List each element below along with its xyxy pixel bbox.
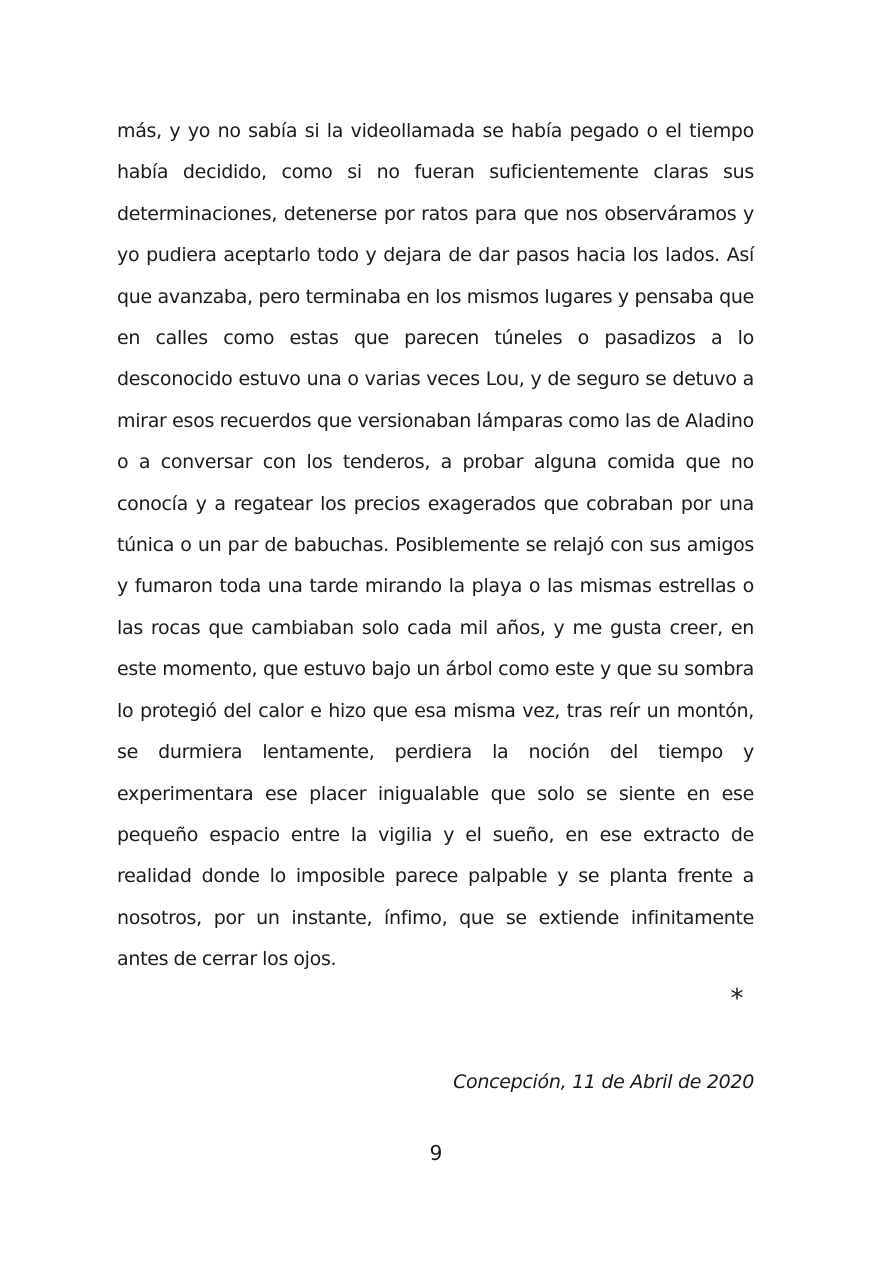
body-paragraph: más, y yo no sabía si la videollamada se había pegado o el tiempo había decidido, como si no fueran suficientemente claras sus determinaciones, detenerse por ratos para que nos observáramos y yo pudiera aceptarlo todo y dejara de dar pasos hacia los lados. Así que avanzaba, pero terminaba en los mismos lugares y pensaba que en calles como estas que parecen túneles o pasadizos a lo desconocido estuvo una o varias veces Lou, y de seguro se detuvo a mirar esos recuerdos que versionaban lámparas como las de Aladino o a conversar con los tenderos, a probar alguna comida que no conocía y a regatear los precios exagerados que cobraban por una túnica o un par de babuchas. Posiblemente se relajó con sus amigos y fumaron toda una tarde mirando la playa o las mismas estrellas o las rocas que cambiaban solo cada mil años, y me gusta creer, en este momento, que estuvo bajo un árbol como este y que su sombra lo protegió del calor e hizo que esa misma vez, tras reír un montón, se durmiera lentamente, perdiera la noción del tiempo y experimentara ese placer inigualable que solo se siente en ese pequeño espacio entre la vigilia y el sueño, en ese extracto de realidad donde lo imposible parece palpable y se planta frente a nosotros, por un instante, ínfimo, que se extiende infinitamente antes de cerrar los ojos. [117, 120, 754, 971]
scene-break-asterisk: * [730, 984, 744, 1014]
place-date-signoff: Concepción, 11 de Abril de 2020 [453, 1071, 754, 1093]
page-number: 9 [429, 1141, 443, 1165]
